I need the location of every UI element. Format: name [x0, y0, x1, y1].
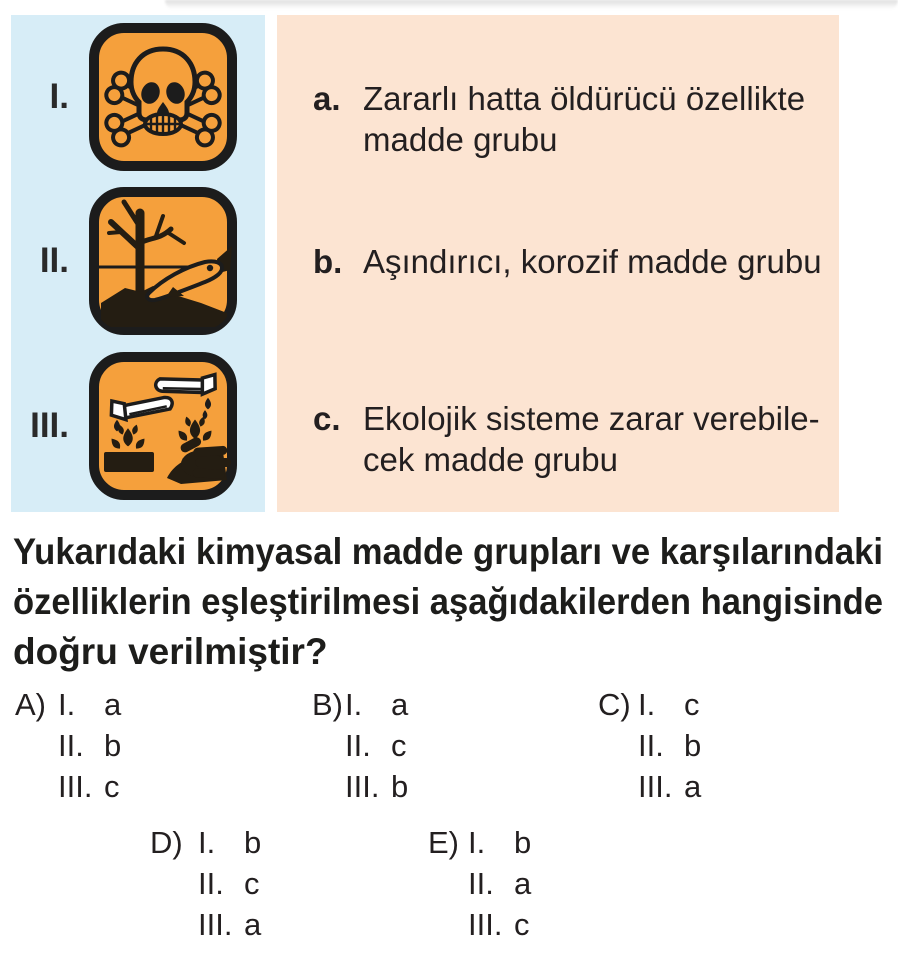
description-a-line2: madde grubu [363, 121, 558, 158]
descriptions-panel [277, 15, 839, 512]
option-d [150, 822, 261, 945]
description-b-line1: Aşındırıcı, korozif madde grubu [363, 243, 822, 280]
option-a-roman-2: II. [58, 728, 84, 763]
option-b-value-2: c [391, 728, 407, 763]
option-d-label: D) [150, 825, 183, 860]
option-c-value-2: b [684, 728, 702, 763]
option-d-roman-2: II. [198, 866, 224, 901]
question-line-2: özelliklerin eşleştirilmesi aşağıdakilerden hangisinde [13, 581, 883, 622]
scan-artifact [165, 0, 898, 10]
option-d-value-3: a [244, 907, 262, 942]
option-d-roman-3: III. [198, 907, 233, 942]
option-c-roman-3: III. [638, 769, 673, 804]
description-a-line1: Zararlı hatta öldürücü özellikte [363, 80, 806, 117]
symbol-numeral-2: II. [39, 241, 69, 280]
symbol-numeral-3: III. [30, 406, 69, 445]
option-c-value-1: c [684, 687, 700, 722]
option-b-roman-1: I. [345, 687, 363, 722]
option-b-value-1: a [391, 687, 409, 722]
description-c-letter: c. [313, 400, 341, 437]
symbols-panel [11, 15, 265, 512]
question-stem [13, 524, 885, 676]
option-a-value-1: a [104, 687, 122, 722]
corrosive-icon [89, 352, 237, 500]
option-a-roman-3: III. [58, 769, 93, 804]
symbol-numeral-1: I. [49, 77, 69, 116]
option-a-roman-1: I. [58, 687, 76, 722]
option-a-value-3: c [104, 769, 120, 804]
description-b-letter: b. [313, 243, 343, 280]
description-c-line1: Ekolojik sisteme zarar verebile- [363, 400, 820, 437]
option-e-value-2: a [514, 866, 532, 901]
option-d-value-2: c [244, 866, 260, 901]
option-b-value-3: b [391, 769, 409, 804]
question-line-1: Yukarıdaki kimyasal madde grupları ve karşılarındaki [13, 531, 883, 572]
option-c-value-3: a [684, 769, 702, 804]
option-e-label: E) [428, 825, 459, 860]
option-e-value-1: b [514, 825, 532, 860]
question-line-3: doğru verilmiştir? [13, 631, 328, 672]
environmental-hazard-icon [89, 187, 237, 335]
skull-crossbones-icon [89, 23, 237, 171]
option-b-roman-2: II. [345, 728, 371, 763]
option-e-roman-1: I. [468, 825, 486, 860]
option-d-roman-1: I. [198, 825, 216, 860]
option-e-roman-3: III. [468, 907, 503, 942]
option-c-roman-1: I. [638, 687, 656, 722]
option-a-label: A) [15, 687, 46, 722]
option-e [428, 822, 531, 945]
option-a-value-2: b [104, 728, 122, 763]
option-b [312, 684, 408, 807]
option-c-label: C) [598, 687, 631, 722]
description-a-letter: a. [313, 80, 341, 117]
option-e-value-3: c [514, 907, 530, 942]
option-d-value-1: b [244, 825, 262, 860]
option-e-roman-2: II. [468, 866, 494, 901]
option-c [598, 684, 701, 807]
option-b-label: B) [312, 687, 343, 722]
description-c-line2: cek madde grubu [363, 441, 618, 478]
option-b-roman-3: III. [345, 769, 380, 804]
option-a [15, 684, 121, 807]
option-c-roman-2: II. [638, 728, 664, 763]
